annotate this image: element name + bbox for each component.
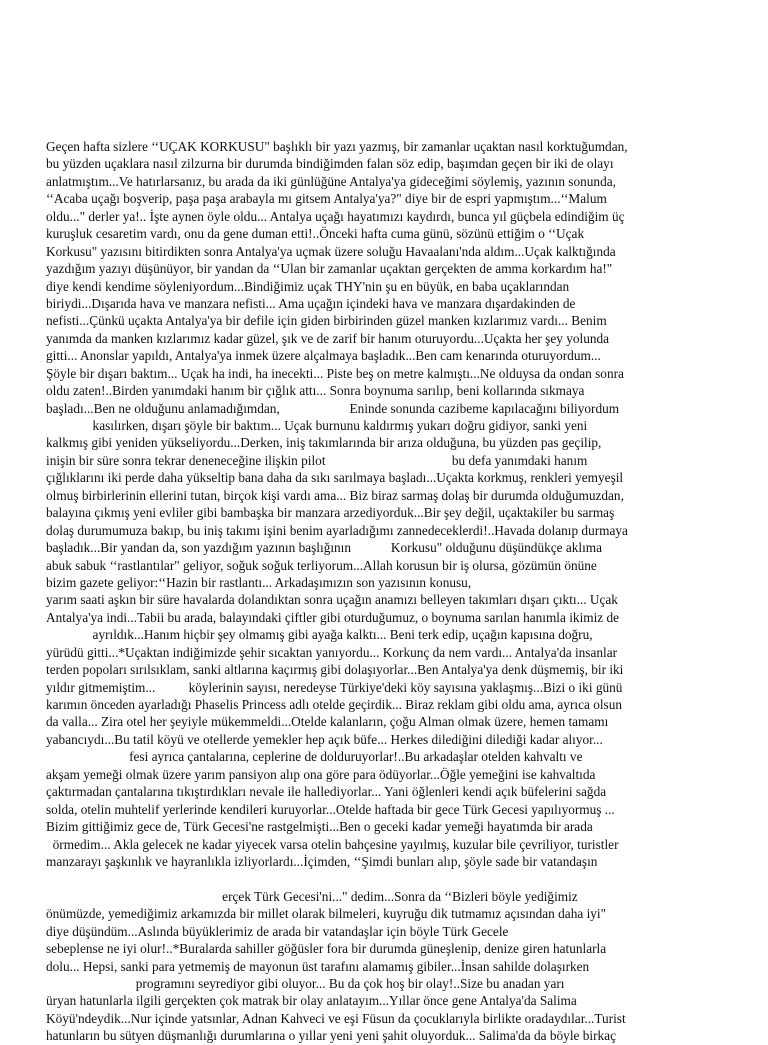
text-line: çığlıklarını iki perde daha yükseltip bana daha da sıkı sarılmaya başladı...Uçakta korkmuş, renkleri yemyeşil	[46, 470, 624, 486]
text-line: bizim gazete geliyor:‘‘Hazin bir rastlantı... Arkadaşımızın son yazısının konusu,	[46, 574, 472, 590]
text-line: bu yüzden uçaklara nasıl zilzurna bir durumda bindiğimden falan söz edip, başımdan geçen bir iki de olayı	[46, 156, 614, 172]
text-line: kuruşluk cesaretim vardı, onu da gene duman etti!..Önceki hafta cuma günü, sözünü ettiğim o ‘‘Uçak	[46, 226, 585, 242]
text-line: balayına çıkmış yeni evliler gibi bambaşka bir manzara arzediyorduk...Bir şey değil, uçaktakiler bu sarmaş	[46, 505, 615, 521]
text-line: programını seyrediyor gibi oluyor... Bu da çok hoş bir olay!..Size bu anadan yarı	[46, 976, 565, 991]
text-line: nefisti...Çünkü uçakta Antalya'ya bir defile için giden birbirinden güzel manken kızlarımız vardı... Benim	[46, 313, 607, 329]
text-line: kalkmış gibi yeniden yükseliyordu...Derken, iniş takımlarında bir arıza olduğuna, bu yüzden pas geçilip,	[46, 435, 602, 451]
text-line: Antalya'ya indi...Tabii bu arada, balayındaki çiftler gibi oturduğumuz, o boynuma sarılan hanımla ikimiz de	[46, 609, 620, 625]
text-line: fesi ayrıca çantalarına, ceplerine de dolduruyorlar!..Bu arkadaşlar otelden kahvaltı ve	[46, 749, 583, 765]
text-line: başladı...Ben ne olduğunu anlamadığımdan, Eninde sonunda cazibeme kapılacağını biliyordum	[46, 400, 620, 416]
text-line: çaktırmadan çantalarına tıkıştırdıkları nevale ile hallediyorlar... Yani öğlenleri kendi açık büfelerini sağda	[46, 784, 607, 800]
text-line: yürüdü gitti...*Uçaktan indiğimizde şehir sıcaktan yanıyordu... Korkunç da nem vardı... Antalya'da insanlar	[46, 644, 618, 660]
text-line: hatunların bu sütyen düşmanlığı durumlarına o yıllar yeni yeni şahit oluyorduk... Salima'da da böyle birkaç	[46, 1028, 616, 1044]
text-line: üryan hatunlarla ilgili gerçekten çok matrak bir olay anlatayım...Yıllar önce gene Antalya'da Salima	[46, 993, 577, 1009]
text-line: Geçen hafta sizlere ‘‘UÇAK KORKUSU" başlıklı bir yazı yazmış, bir zamanlar uçaktan nasıl korktuğumdan,	[46, 139, 628, 154]
text-line: Köyü'ndeydik...Nur içinde yatsınlar, Adnan Kahveci ve eşi Füsun da çocuklarıyla birlikte oradaydılar...Turist	[46, 1010, 626, 1026]
text-line: yanımda da manken kızlarımız kadar güzel, şık ve de zarif bir hanım oturuyordu...Uçakta her şey yolunda	[46, 330, 610, 346]
text-line: diye düşündüm...Aslında büyüklerimiz de arada bir vatandaşlar için böyle Türk Gecele	[46, 923, 509, 939]
text-line: Şöyle bir dışarı baktım... Uçak ha indi, ha inecekti... Piste beş on metre kalmıştı...Ne olduysa da ondan sonra	[46, 365, 624, 381]
article-body	[46, 138, 746, 1045]
text-line: oldu zaten!..Birden yanımdaki hanım bir çığlık attı... Sonra boynuma sarılıp, beni kollarında sıkmaya	[46, 383, 585, 399]
text-line: karımın önceden ayarladığı Phaselis Princess adlı otelde geçirdik... Biraz reklam gibi oldu ama, ayrıca olsun	[46, 697, 623, 712]
text-line: yarım saati aşkın bir süre havalarda dolandıktan sonra uçağın anamızı belleyen takımları dışarı çıktı... Uçak	[46, 592, 618, 608]
text-line: inişin bir süre sonra tekrar deneneceğine ilişkin pilot bu defa yanımdaki hanım	[46, 452, 588, 468]
text-line: ‘‘Acaba uçağı boşverip, paşa paşa arabayla mı gitsem Antalya'ya?" diye bir de espri yapmıştım...‘‘Malum	[46, 191, 607, 207]
text-line: gitti... Anonslar yapıldı, Antalya'ya inmek üzere alçalmaya başladık...Ben cam kenarında oturuyordum...	[46, 348, 601, 364]
text-line: ayrıldık...Hanım hiçbir şey olmamış gibi ayağa kalktı... Beni terk edip, uçağın kapısına doğru,	[46, 627, 593, 643]
text-line: başladık...Bir yandan da, son yazdığım yazının başlığının Korkusu" olduğunu düşündükçe aklıma	[46, 540, 603, 556]
text-line	[46, 870, 746, 887]
text-line: diye kendi kendime söyleniyordum...Bindiğimiz uçak THY'nin şu en büyük, en baba uçaklarından	[46, 278, 570, 294]
text-line: kasılırken, dışarı şöyle bir baktım... Uçak burnunu kaldırmış yukarı doğru gidiyor, sanki yeni	[46, 418, 588, 433]
text-line: dolaş durumumuza bakıp, bu iniş takımı işini benim ayarladığımı zannedeceklerdi!..Havada dolanıp durmaya	[46, 522, 628, 538]
text-line: sebeplense ne iyi olur!..*Buralarda sahiller göğüsler fora bir durumda güneşlenip, denize giren hatunlarla	[46, 941, 607, 957]
text-line: oldu..." derler ya!.. İşte aynen öyle oldu... Antalya uçağı hayatımızı kaydırdı, bunca yıl güçbela edindiğim üç	[46, 208, 625, 224]
text-line: biriydi...Dışarıda hava ve manzara nefisti... Ama uçağın içindeki hava ve manzara dışardakinden de	[46, 295, 576, 311]
text-line: olmuş birbirlerinin ellerini tutan, birçok kişi vardı ama... Biz biraz sarmaş dolaş bir durumda olduğumuzdan,	[46, 487, 624, 503]
text-line: da valla... Zira otel her şeyiyle mükemmeldi...Otelde kalanların, çoğu Alman olmak üzere, hemen tamamı	[46, 714, 609, 730]
text-line: dolu... Hepsi, sanki para yetmemiş de mayonun üst tarafını alamamış gibiler...İnsan sahilde dolaşırken	[46, 958, 590, 974]
text-line: anlatmıştım...Ve hatırlarsanız, bu arada da iki günlüğüne Antalya'ya gideceğimi söylemiş, yazının sonunda,	[46, 173, 616, 189]
text-line: önümüzde, yemediğimiz arkamızda bir millet olarak bilmeleri, kuyruğu dik tutmamız açısından daha iyi"	[46, 906, 607, 922]
text-line: solda, otelin muhtelif yerlerinde kendileri kuruyorlar...Otelde haftada bir gece Türk Gecesi yapılıyormuş ...	[46, 801, 615, 817]
text-line: abuk sabuk ‘‘rastlantılar" geliyor, soğuk soğuk terliyorum...Allah korusun bir iş olursa, gözümün önüne	[46, 557, 597, 573]
text-line: terden popoları sırılsıklam, sanki altlarına kaçırmış gibi dolaşıyorlar...Ben Antalya'ya denk düşmemiş, bir iki	[46, 662, 624, 678]
text-line: Korkusu" yazısını bitirdikten sonra Antalya'ya uçmak üzere soluğu Havaalanı'nda aldım...Uçak kalktığında	[46, 243, 616, 259]
text-line: yabancıydı...Bu tatil köyü ve otellerde yemekler hep açık büfe... Herkes dilediğini dilediği kadar alıyor...	[46, 731, 603, 747]
text-line: yıldır gitmemiştim... köylerinin sayısı, neredeyse Türkiye'deki köy sayısına yaklaşmış...Bizi o iki günü	[46, 679, 623, 695]
text-line: erçek Türk Gecesi'ni..." dedim...Sonra da ‘‘Bizleri böyle yediğimiz	[46, 888, 578, 904]
text-line: manzarayı şaşkınlık ve hayranlıkla izliyorlardı...İçimden, ‘‘Şimdi bunları alıp, şöyle sade bir vatandaşın	[46, 853, 598, 869]
text-line: örmedim... Akla gelecek ne kadar yiyecek varsa otelin bahçesine yayılmış, kuzular bile çevriliyor, turistler	[46, 836, 619, 852]
text-line: akşam yemeği olmak üzere yarım pansiyon alıp ona göre para ödüyorlar...Öğle yemeğini ise kahvaltıda	[46, 766, 596, 782]
text-line: Bizim gittiğimiz gece de, Türk Gecesi'ne rastgelmişti...Ben o geceki kadar yemeği hayatımda bir arada	[46, 819, 593, 835]
text-line: yazdığım yazıyı düşünüyor, bir yandan da ‘‘Ulan bir zamanlar uçaktan gerçekten de amma korkardım ha!"	[46, 261, 613, 277]
